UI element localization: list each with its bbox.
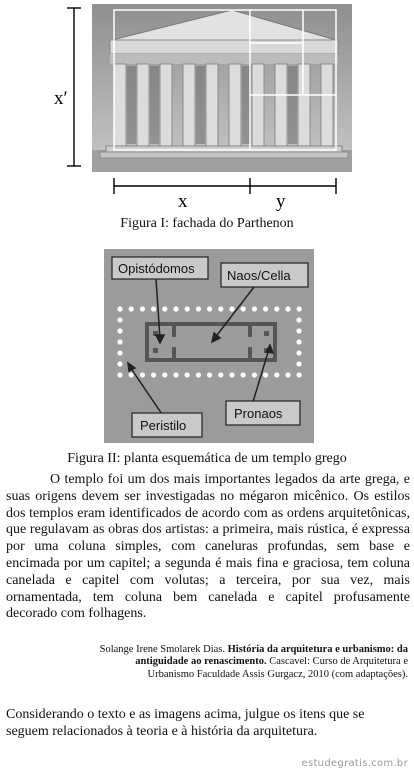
body-paragraph: O templo foi um dos mais importantes legados da arte grega, e suas origens devem ser investigadas no mégaron micênico. Os estilos dos templos eram identificados de acordo com as ordens arquitetônicas, que regulavam as obras dos artistas: a primeira, mais rústica, é expressa por uma coluna simples, com caneluras profundas, sem base e encimada por um capitel; a segunda é mais fina e graciosa, tem coluna canelada e capitel com volutas; a terceira, por sua vez, mais ornamentada, tem coluna bem canelada e capitel profusamente decorado com folhagens. [6, 472, 410, 622]
column-dot [274, 372, 279, 377]
column-dot [296, 339, 301, 344]
column-dot [117, 339, 122, 344]
column-dot [296, 361, 301, 366]
column-dot [129, 372, 134, 377]
label-x-prime: x′ [54, 88, 68, 109]
citation-rest: Cascavel: Curso de Arquitetura e Urbanismo Faculdade Assis Gurgacz, 2010 (com adaptações). [147, 656, 408, 680]
column-dot [263, 372, 268, 377]
citation-title: História da arquitetura e urbanismo: da antiguidade ao renascimento. [135, 644, 408, 668]
label-naos: Naos/Cella [227, 268, 291, 283]
column-dot [185, 372, 190, 377]
column-dot [297, 372, 302, 377]
label-y: y [276, 191, 286, 212]
column-dot [296, 328, 301, 333]
column-dot [274, 306, 279, 311]
column-dot [117, 350, 122, 355]
citation [88, 644, 408, 681]
column-dot [252, 372, 257, 377]
column-dot [285, 372, 290, 377]
column-dot [117, 361, 122, 366]
column-dot [162, 306, 167, 311]
column-dot [140, 306, 145, 311]
citation-author: Solange Irene Smolarek Dias. [99, 644, 226, 655]
column-dot [117, 372, 122, 377]
label-opistodomos: Opistódomos [118, 261, 195, 276]
column-dot [296, 350, 301, 355]
column-dot [296, 317, 301, 322]
column-dot [117, 317, 122, 322]
column-dot [196, 306, 201, 311]
column-dot [129, 306, 134, 311]
column-dot [151, 372, 156, 377]
column-dot [140, 372, 145, 377]
column-dot [297, 306, 302, 311]
parthenon-facade-figure [0, 0, 414, 215]
label-pronaos: Pronaos [234, 406, 283, 421]
column-dot [252, 306, 257, 311]
column-dot [173, 306, 178, 311]
figure2-caption: Figura II: planta esquemática de um templo grego [67, 451, 347, 466]
column-dot [207, 306, 212, 311]
column-dot [229, 372, 234, 377]
column-dot [185, 306, 190, 311]
figure1-caption: Figura I: fachada do Parthenon [120, 216, 294, 231]
column-dot [151, 306, 156, 311]
column-dot [229, 306, 234, 311]
column-dot [117, 306, 122, 311]
column-dot [263, 306, 268, 311]
column-dot [241, 306, 246, 311]
column-dot [173, 372, 178, 377]
question-text: Considerando o texto e as imagens acima, julgue os itens que se seguem relacionados à teoria e à história da arquitetura. [6, 707, 365, 739]
column-dot [285, 306, 290, 311]
column-dot [117, 328, 122, 333]
column-dot [218, 372, 223, 377]
column-dot [207, 372, 212, 377]
height-dimension-line [67, 8, 81, 166]
width-dimension-line [114, 178, 336, 194]
column-dot [162, 372, 167, 377]
label-x: x [178, 191, 188, 212]
temple-plan-figure [104, 249, 314, 443]
label-peristilo: Peristilo [140, 418, 187, 433]
watermark: estudegratis.com.br [301, 758, 408, 769]
column-dot [241, 372, 246, 377]
column-dot [218, 306, 223, 311]
column-dot [196, 372, 201, 377]
